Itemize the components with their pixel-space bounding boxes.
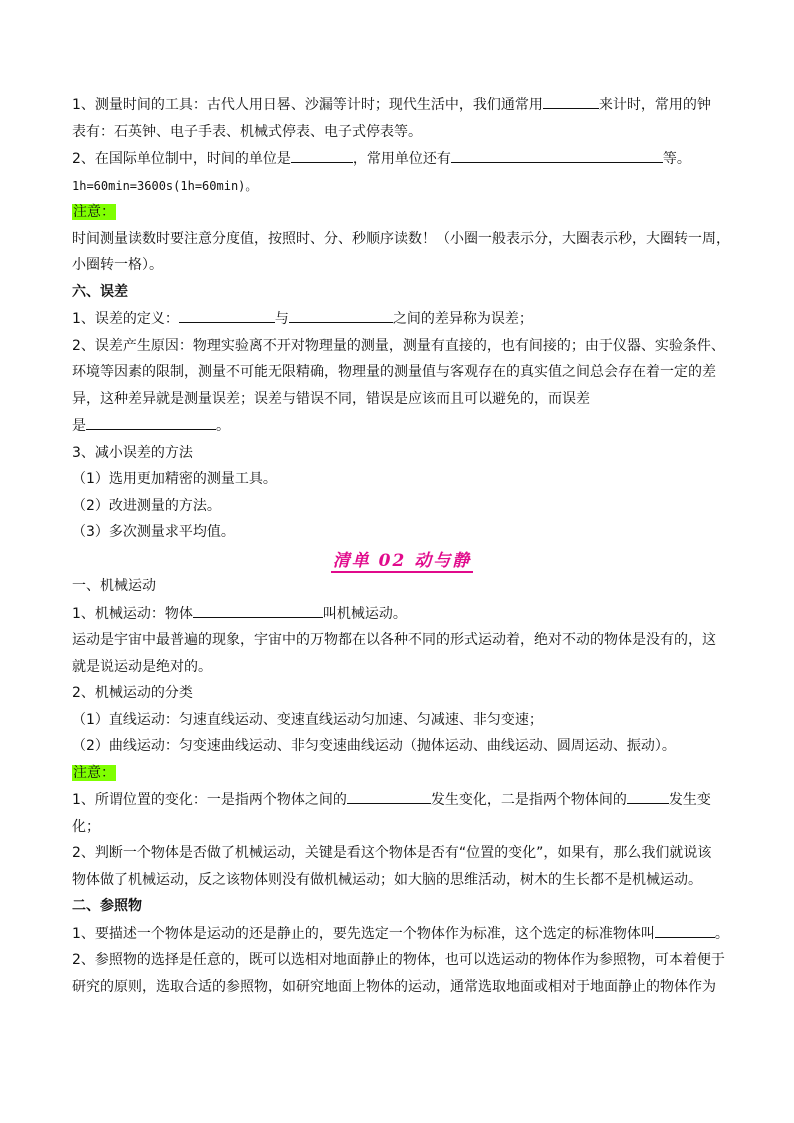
time-tools-text-end: 来计时，常用的钟 [598, 97, 711, 113]
note-2-label-line [72, 763, 732, 783]
note-2-line-1 [72, 789, 732, 810]
time-unit-line [72, 148, 732, 169]
fill-blank-direction[interactable] [627, 789, 669, 804]
motion-def-text: 1、机械运动：物体 [72, 605, 193, 622]
fill-blank-common-units[interactable] [451, 148, 663, 163]
reference-line-2: 2、参照物的选择是任意的，既可以选相对地面静止的物体，也可以选运动的物体作为参照物，可本着便于 [72, 952, 725, 968]
note-2-text: 1、所谓位置的变化：一是指两个物体之间的 [72, 792, 347, 808]
motion-class-title: 2、机械运动的分类 [72, 685, 193, 701]
time-tools-line-1 [72, 94, 732, 115]
reference-line-1 [72, 923, 732, 944]
fill-blank-position-change[interactable] [193, 603, 323, 618]
note-1-label-line [72, 202, 732, 222]
motion-heading: 一、机械运动 [72, 578, 156, 594]
motion-class-item-2: （2）曲线运动：匀变速曲线运动、非匀变速曲线运动（抛体运动、曲线运动、圆周运动、振动）。 [72, 738, 676, 754]
time-unit-text-end: 等。 [662, 151, 691, 167]
fill-blank-reference-object[interactable] [655, 923, 715, 938]
error-def-text-and: 与 [274, 311, 289, 327]
fill-blank-true-value[interactable] [289, 308, 393, 323]
error-def-text-end: 之间的差异称为误差； [392, 311, 533, 327]
fill-blank-timing-tool[interactable] [543, 94, 599, 109]
note-2-text-end: 发生变 [668, 792, 711, 808]
document-page [72, 90, 732, 997]
fill-blank-distance[interactable] [347, 789, 431, 804]
motion-def-text-end: 叫机械运动。 [322, 605, 407, 622]
note-1-line-1: 时间测量读数时要注意分度值，按照时、分、秒顺序读数！（小圈一般表示分，大圈表示秒，大圈转一周， [72, 230, 730, 247]
time-unit-text-mid: ，常用单位还有 [352, 151, 451, 167]
motion-absolute-line-2: 就是说运动是绝对的。 [72, 658, 212, 675]
reduce-error-item-2: （2）改进测量的方法。 [72, 497, 221, 514]
unit-conversion: 1h=60min=3600s(1h=60min)。 [72, 178, 258, 193]
note-2-line-4: 物体做了机械运动，反之该物体则没有做机械运动；如大脑的思维活动，树木的生长都不是机械运动。 [72, 871, 702, 888]
note-2-line-3: 2、判断一个物体是否做了机械运动，关键是看这个物体是否有“位置的变化”，如果有，那么我们就说该 [72, 845, 712, 861]
error-def-text: 1、误差的定义： [72, 311, 179, 327]
error-cause-text: 是 [72, 418, 86, 434]
section-title-text: 清单 02 动与静 [332, 551, 472, 571]
error-cause-line-3: 异，这种差异就是测量误差；误差与错误不同，错误是应该而且可以避免的，而误差 [72, 390, 590, 407]
motion-definition [72, 603, 732, 624]
time-tools-text: 1、测量时间的工具：古代人用日晷、沙漏等计时；现代生活中，我们通常用 [72, 97, 543, 113]
reference-heading: 二、参照物 [72, 898, 142, 914]
motion-absolute-line-1: 运动是宇宙中最普遍的现象，宇宙中的万物都在以各种不同的形式运动着，绝对不动的物体是没有的，这 [72, 632, 716, 648]
fill-blank-measured-value[interactable] [179, 308, 275, 323]
time-tools-line-2: 表有：石英钟、电子手表、机械式停表、电子式停表等。 [72, 123, 422, 140]
fill-blank-error-unavoidable[interactable] [86, 415, 216, 430]
reference-text-end: 。 [714, 925, 729, 942]
note-1-line-2: 小圈转一格）。 [72, 257, 163, 273]
error-cause-line-4 [72, 415, 732, 436]
reduce-error-item-1: （1）选用更加精密的测量工具。 [72, 471, 277, 487]
reference-line-3: 研究的原则，选取合适的参照物，如研究地面上物体的运动，通常选取地面或相对于地面静止的物体作为 [72, 978, 716, 995]
time-unit-text: 2、在国际单位制中，时间的单位是 [72, 151, 291, 167]
reduce-error-item-3: （3）多次测量求平均值。 [72, 524, 235, 540]
error-cause-line-1: 2、误差产生原因：物理实验离不开对物理量的测量，测量有直接的，也有间接的；由于仪器、实验条件、 [72, 337, 725, 354]
note-2-line-2: 化； [72, 818, 100, 835]
error-cause-line-2: 环境等因素的限制，测量不可能无限精确，物理量的测量值与客观存在的真实值之间总会存在着一定的差 [72, 364, 716, 380]
reduce-error-title: 3、减小误差的方法 [72, 444, 193, 461]
reference-text: 1、要描述一个物体是运动的还是静止的，要先选定一个物体作为标准，这个选定的标准物体叫 [72, 925, 655, 942]
fill-blank-time-unit[interactable] [291, 148, 353, 163]
motion-class-item-1: （1）直线运动：匀速直线运动、变速直线运动匀加速、匀减速、非匀变速； [72, 711, 543, 728]
error-definition [72, 308, 732, 329]
note-label: 注意： [73, 204, 115, 220]
note-label: 注意： [73, 764, 115, 781]
note-2-text-mid: 发生变化，二是指两个物体间的 [430, 792, 627, 808]
error-cause-text-end: 。 [216, 418, 230, 434]
error-heading: 六、误差 [72, 283, 128, 300]
section-title [72, 550, 732, 572]
